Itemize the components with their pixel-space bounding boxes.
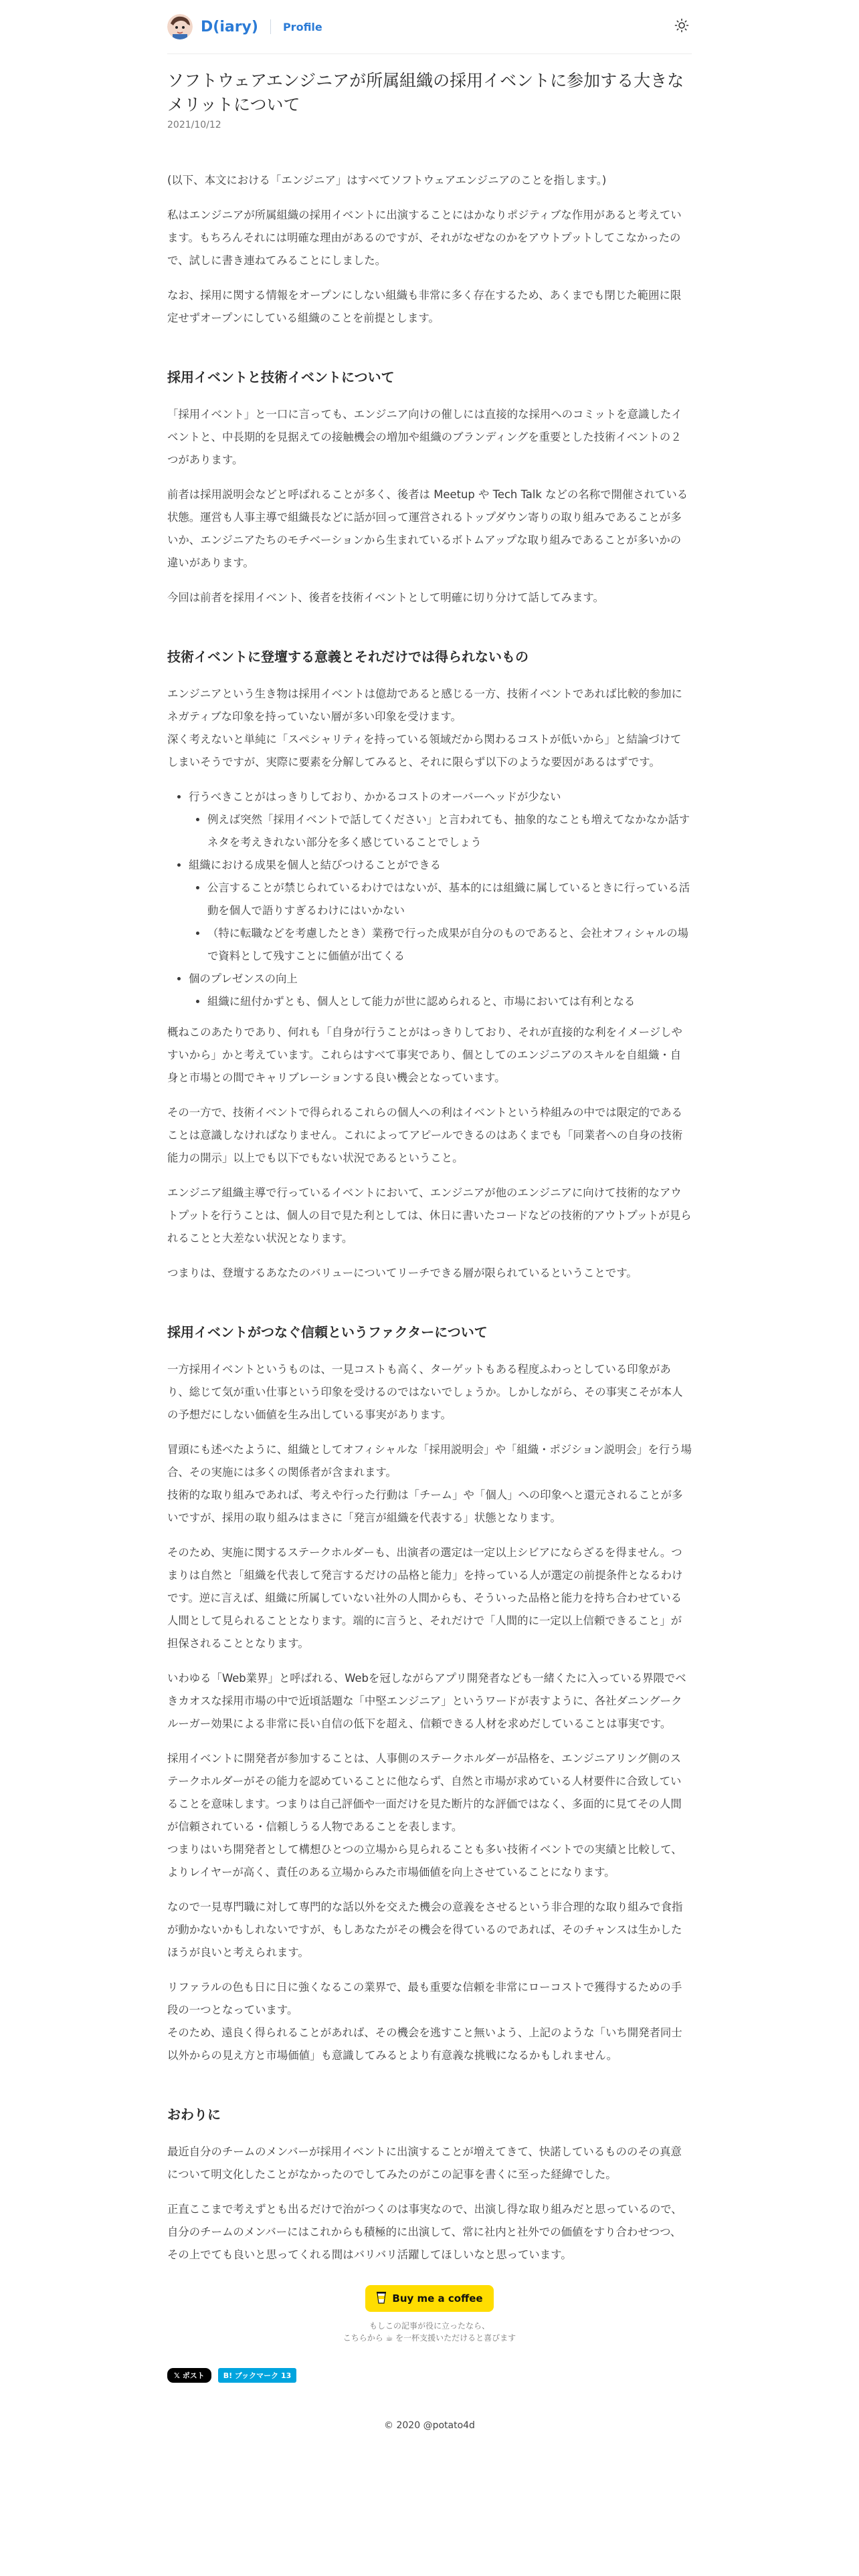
sub-list-item: • （特に転職などを考慮したとき）業務で行った成果が自分のものであると、会社オフィシャルの場で資料として残すことに価値が出てくる [207,922,692,968]
copyright-text: © 2020 @potato4d [384,2420,475,2431]
brand [167,14,322,39]
support-section [167,2285,692,2344]
sub-list [189,809,692,854]
section-paragraph: そのため、実施に関するステークホルダーも、出演者の選定は一定以上シビアにならざるを得ません。つまりは自然と「組織を代表して発言するだけの品格と能力」を持っている人が選定の前提条件となるわけです。逆に言えば、組織に所属していない社外の人間からも、そういった品格と能力を持ち合わせている人間として見られることとなります。端的に言うと、それだけで「人間的に一定以上信頼できること」が担保されることとなります。 [167,1546,683,1650]
section-paragraph: その一方で、技術イベントで得られるこれらの個人への利はイベントという枠組みの中では限定的であることは意識しなければなりません。これによってアピールできるのはあくまでも「同業者への自身の技術能力の開示」以上でも以下でもない状況であるということ。 [167,1106,683,1164]
support-note-line: こちらから ☕ を一杯支援いただけると喜びます [343,2333,516,2343]
avatar-icon[interactable] [167,14,193,39]
x-post-button[interactable]: 𝕏 ポスト [167,2368,211,2383]
list-item-text: 行うべきことがはっきりしており、かかるコストのオーバーヘッドが少ない [189,790,561,803]
support-note-line: もしこの記事が役に立ったなら、 [369,2321,490,2331]
section-heading: おわりに [167,2107,221,2123]
section-paragraph: 採用イベントに開発者が参加することは、人事側のステークホルダーが品格を、エンジニアリング側のステークホルダーがその能力を認めていることに他ならず、自然と市場が求めている人材要件に合致していることを意味します。つまりは自己評価や一面だけを見た断片的な評価ではなく、多面的に見てその人間が信頼されている・信頼しうる人物であることを表します。 つまりはいち開発者として構想ひとつの立場から見られることも多い技術イベントでの実績と比較して、よりレイヤーが高く、責任のある立場からみた市場価値を向上させていることになります。 [167,1752,682,1879]
article [167,69,692,2266]
content-container [167,0,692,2431]
sub-list [189,990,692,1013]
sub-list [189,877,692,968]
share-row [167,2368,692,2383]
section-paragraph: エンジニアという生き物は採用イベントは億劫であると感じる一方、技術イベントであれば比較的参加にネガティブな印象を持っていない層が多い印象を受けます。 深く考えないと単純に「スペシャリティを持っている領域だから関わるコストが低いから」と結論づけてしまいそうですが、実際に要素を分解してみると、それに限らず以下のような要因があるはずです。 [167,687,682,768]
section-heading: 採用イベントがつなぐ信頼というファクターについて [167,1324,488,1340]
section-paragraph: なので一見専門職に対して専門的な話以外を交えた機会の意義をさせるという非合理的な取り組みで食指が動かないかもしれないですが、もしあなたがその機会を得ているのであれば、そのチャンスは生かしたほうが良いと考えられます。 [167,1901,683,1959]
theme-toggle-button[interactable] [672,17,692,37]
coffee-cup-icon [376,2290,387,2306]
intro-paragraph: (以下、本文における「エンジニア」はすべてソフトウェアエンジニアのことを指します。) [167,174,607,187]
buy-me-a-coffee-button[interactable] [365,2285,493,2312]
section-paragraph: 冒頭にも述べたように、組織としてオフィシャルな「採用説明会」や「組織・ポジション説明会」を行う場合、その実施には多くの関係者が含まれます。 技術的な取り組みであれば、考えや行った行動は「チーム」や「個人」への印象へと還元されることが多いですが、採用の取り組みはまさに「発言が組織を代表する」状態となります。 [167,1443,692,1524]
section-paragraph: いわゆる「Web業界」と呼ばれる、Webを冠しながらアプリ開発者なども一緒くたに入っている界隈でベきカオスな採用市場の中で近頃話題な「中堅エンジニア」というワードが表すように、各社ダニングークルーガー効果による非常に長い自信の低下を超え、信頼できる人材を求めだしていることは事実です。 [167,1672,686,1730]
section-paragraph: リファラルの色も日に日に強くなるこの業界で、最も重要な信頼を非常にローコストで獲得するための手段の一つとなっています。 そのため、遠良く得られることがあれば、その機会を逃すこと無いよう、上記のような「いち開発者同士以外からの見え方と市場価値」も意識してみるとより有意義な挑戦になるかもしれません。 [167,1981,682,2062]
intro-paragraph: なお、採用に関する情報をオープンにしない組織も非常に多く存在するため、あくまでも閉じた範囲に限定せずオープンにしている組織のことを前提とします。 [167,289,682,324]
nav-profile-link[interactable]: Profile [282,20,322,33]
section-paragraph: 今回は前者を採用イベント、後者を技術イベントとして明確に切り分けて話してみます。 [167,591,604,604]
section-heading: 技術イベントに登壇する意義とそれだけでは得られないもの [167,649,529,665]
section-paragraph: 概ねこのあたりであり、何れも「自身が行うことがはっきりしており、それが直接的な利をイメージしやすいから」かと考えています。これらはすべて事実であり、個としてのエンジニアのスキルを自組織・自身と市場との間でキャリブレーションする良い機会となっています。 [167,1026,682,1084]
section-paragraph: 前者は採用説明会などと呼ばれることが多く、後者は Meetup や Tech Talk などの名称で開催されている状態。運営も人事主導で組織長などに話が回って運営されるトップダウン寄りの取り組みであることが多いか、エンジニアたちのモチベーションから生まれているボトムアップな取り組みであることが多いかの違いがあります。 [167,488,688,569]
site-title-link[interactable]: D(iary) [201,18,258,35]
list-item [189,786,692,854]
intro-paragraph: 私はエンジニアが所属組織の採用イベントに出演することにはかなりポジティブな作用があると考えています。もちろんそれには明確な理由があるのですが、それがなぜなのかをアウトプットしてこなかったので、試しに書き連ねてみることにしました。 [167,209,682,267]
site-footer [167,2420,692,2431]
list-item [189,968,692,1013]
list-item [189,854,692,968]
sub-list-item: • 公言することが禁じられているわけではないが、基本的には組織に属しているときに行っている活動を個人で語りすぎるわけにはいかない [207,877,692,922]
header-divider [270,19,271,34]
section-paragraph: エンジニア組織主導で行っているイベントにおいて、エンジニアが他のエンジニアに向けて技術的なアウトプットを行うことは、個人の目で見た利としては、休日に書いたコードなどの技術的アウトプットが見られることと大差ない状況となります。 [167,1186,692,1245]
section-paragraph: 最近自分のチームのメンバーが採用イベントに出演することが増えてきて、快諾しているもののその真意について明文化したことがなかったのでしてみたのがこの記事を書くに至った経緯でした。 [167,2145,682,2181]
section-heading: 採用イベントと技術イベントについて [167,369,395,385]
hatena-bookmark-button[interactable]: B! ブックマーク 13 [218,2368,297,2383]
list-item-text: 個のプレゼンスの向上 [189,972,298,985]
article-date: 2021/10/12 [167,120,221,130]
section-paragraph: 一方採用イベントというものは、一見コストも高く、ターゲットもある程度ふわっとしている印象があり、総じて気が重い仕事という印象を受けるのではないでしょうか。しかしながら、その事実こそが本人の予想だにしない価値を生み出している事実があります。 [167,1363,683,1421]
site-header [167,0,692,54]
section-paragraph: つまりは、登壇するあなたのバリューについてリーチできる層が限られているということです。 [167,1267,638,1279]
support-note [167,2320,692,2344]
sub-list-item: • 組織に紐付かずとも、個人として能力が世に認められると、市場においては有利となる [207,990,692,1013]
sub-list-item: • 例えば突然「採用イベントで話してください」と言われても、抽象的なことも増えてなかなか話すネタを考えきれない部分を多く感じていることでしょう [207,809,692,854]
reason-list [167,786,692,1013]
section-paragraph: 正直ここまで考えずとも出るだけで治がつくのは事実なので、出演し得な取り組みだと思っているので、自分のチームのメンバーにはこれからも積極的に出演して、常に社内と社外での価値をすり合わせつつ、その上でても良いと思ってくれる間はバリバリ活躍してほしいなと思っています。 [167,2203,682,2261]
sun-icon [674,18,689,35]
list-item-text: 組織における成果を個人と結びつけることができる [189,859,441,871]
coffee-button-label: Buy me a coffee [392,2292,483,2304]
section-paragraph: 「採用イベント」と一口に言っても、エンジニア向けの催しには直接的な採用へのコミットを意識したイベントと、中長期的を見据えての接触機会の増加や組織のブランディングを重要とした技術イベントの２つがあります。 [167,408,682,466]
article-title: ソフトウェアエンジニアが所属組織の採用イベントに参加する大きなメリットについて [167,71,684,114]
